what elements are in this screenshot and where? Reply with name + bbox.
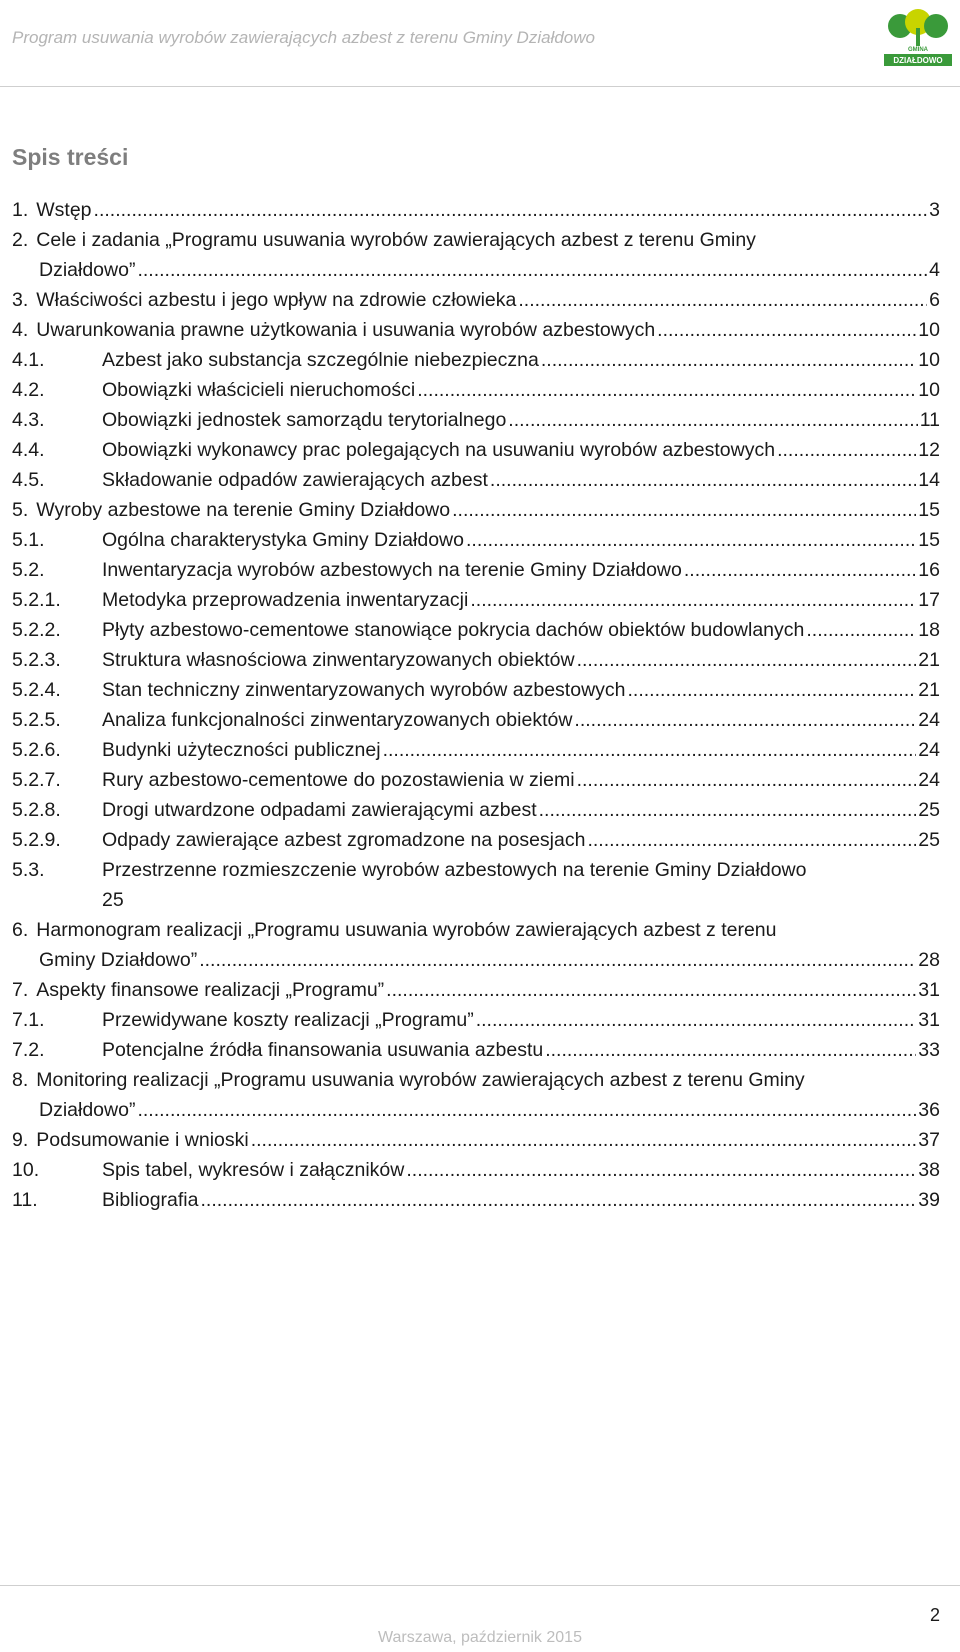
toc-dot-leader [417, 375, 916, 405]
toc-dot-leader [508, 405, 917, 435]
toc-dot-leader [470, 585, 916, 615]
toc-entry[interactable] [12, 975, 940, 1005]
toc-entry[interactable] [12, 465, 940, 495]
toc-entry-title: Metodyka przeprowadzenia inwentaryzacji [102, 589, 469, 611]
toc-dot-leader [137, 255, 927, 285]
toc-entry-number: 4.4. [12, 439, 45, 461]
toc-entry-title: Odpady zawierające azbest zgromadzone na posesjach [102, 829, 586, 851]
toc-entry-title: Podsumowanie i wnioski [36, 1129, 249, 1151]
toc-entry-page: 3 [929, 199, 940, 221]
toc-entry-number: 4.3. [12, 409, 45, 431]
toc-dot-leader [574, 705, 916, 735]
toc-entry[interactable] [12, 525, 940, 555]
toc-entry[interactable] [12, 195, 940, 225]
toc-entry-title: Właściwości azbestu i jego wpływ na zdrowie człowieka [36, 289, 517, 311]
toc-entry-title: Cele i zadania „Programu usuwania wyrobów zawierających azbest z terenu Gminy [36, 229, 756, 251]
toc-entry-page: 33 [918, 1039, 940, 1061]
toc-entry-page: 21 [918, 679, 940, 701]
toc-entry-title: Monitoring realizacji „Programu usuwania wyrobów zawierających azbest z terenu Gminy [36, 1069, 805, 1091]
toc-entry-number: 4.1. [12, 349, 45, 371]
toc-entry-number: 5.2.1. [12, 589, 61, 611]
toc-entry-title: Budynki użyteczności publicznej [102, 739, 381, 761]
toc-entry-number: 4.2. [12, 379, 45, 401]
toc-entry[interactable] [12, 885, 940, 915]
toc-dot-leader [406, 1155, 916, 1185]
toc-entry[interactable] [12, 1125, 940, 1155]
toc-entry[interactable] [12, 315, 940, 345]
toc-entry[interactable] [12, 345, 940, 375]
toc-entry-page: 4 [929, 259, 940, 281]
toc-entry-page: 6 [929, 289, 940, 311]
toc-entry-number: 5.2.4. [12, 679, 61, 701]
toc-entry-page: 25 [918, 829, 940, 851]
toc-entry-title: Stan techniczny zinwentaryzowanych wyrobów azbestowych [102, 679, 626, 701]
toc-entry-page: 24 [918, 739, 940, 761]
table-of-contents [12, 195, 940, 1215]
toc-entry-number: 5.2.6. [12, 739, 61, 761]
toc-entry[interactable] [12, 1035, 940, 1065]
toc-dot-leader [466, 525, 916, 555]
toc-entry-number: 4.5. [12, 469, 45, 491]
toc-entry-page: 24 [918, 769, 940, 791]
toc-entry-number: 7.2. [12, 1039, 45, 1061]
toc-entry-page: 12 [918, 439, 940, 461]
toc-entry[interactable] [12, 285, 940, 315]
toc-entry-title: Uwarunkowania prawne użytkowania i usuwania wyrobów azbestowych [36, 319, 656, 341]
toc-entry-title: Obowiązki jednostek samorządu terytorialnego [102, 409, 507, 431]
toc-dot-leader [684, 555, 916, 585]
toc-dot-leader [199, 945, 916, 975]
toc-dot-leader [490, 465, 916, 495]
toc-dot-leader [518, 285, 927, 315]
page-number: 2 [929, 1605, 940, 1625]
toc-entry-number: 5.3. [12, 859, 45, 881]
toc-dot-leader [94, 195, 928, 225]
toc-entry-number: 5. [12, 499, 29, 521]
toc-entry-number: 5.2. [12, 559, 45, 581]
toc-dot-leader [386, 975, 916, 1005]
toc-entry-page: 18 [918, 619, 940, 641]
toc-entry-number: 5.2.9. [12, 829, 61, 851]
toc-entry[interactable] [12, 645, 940, 675]
toc-dot-leader [657, 315, 916, 345]
toc-entry-number: 6. [12, 919, 29, 941]
toc-entry-title: Przewidywane koszty realizacji „Programu” [102, 1009, 474, 1031]
toc-dot-leader [577, 765, 917, 795]
toc-dot-leader [251, 1125, 917, 1155]
toc-entry-number: 7. [12, 979, 29, 1001]
toc-dot-leader [628, 675, 917, 705]
toc-entry-title: Obowiązki właścicieli nieruchomości [102, 379, 416, 401]
toc-entry[interactable] [12, 855, 940, 885]
toc-entry-title: Gminy Działdowo” [39, 949, 198, 971]
toc-entry[interactable] [12, 585, 940, 615]
toc-entry-number: 5.2.3. [12, 649, 61, 671]
gmina-dzialdowo-logo [880, 8, 956, 70]
toc-entry[interactable] [12, 495, 940, 525]
header-title: Program usuwania wyrobów zawierających azbest z terenu Gminy Działdowo [12, 28, 595, 47]
toc-entry-number: 2. [12, 229, 29, 251]
toc-entry[interactable] [12, 825, 940, 855]
toc-entry-title: Spis tabel, wykresów i załączników [102, 1159, 405, 1181]
toc-entry-title: Ogólna charakterystyka Gminy Działdowo [102, 529, 464, 551]
toc-entry-title: Rury azbestowo-cementowe do pozostawienia w ziemi [102, 769, 575, 791]
toc-entry[interactable] [12, 915, 940, 945]
toc-entry[interactable] [12, 1005, 940, 1035]
toc-entry-page: 36 [918, 1099, 940, 1121]
toc-entry-title: Wyroby azbestowe na terenie Gminy Działdowo [36, 499, 451, 521]
toc-entry-title: Harmonogram realizacji „Programu usuwania wyrobów zawierających azbest z terenu [36, 919, 777, 941]
toc-entry[interactable] [12, 705, 940, 735]
toc-entry-number: 7.1. [12, 1009, 45, 1031]
toc-entry-number: 10. [12, 1159, 40, 1181]
toc-entry-page: 37 [918, 1129, 940, 1151]
toc-dot-leader [476, 1005, 917, 1035]
logo-text-dzialdowo: DZIAŁDOWO [893, 56, 943, 65]
toc-entry[interactable] [12, 1065, 940, 1095]
toc-dot-leader [545, 1035, 916, 1065]
toc-entry-title: Bibliografia [102, 1189, 199, 1211]
toc-entry[interactable] [12, 1095, 940, 1125]
toc-entry-page: 21 [918, 649, 940, 671]
toc-entry-title: Płyty azbestowo-cementowe stanowiące pokrycia dachów obiektów budowlanych [102, 619, 805, 641]
toc-entry-page: 31 [918, 1009, 940, 1031]
toc-entry-number: 5.2.5. [12, 709, 61, 731]
toc-entry[interactable] [12, 225, 940, 255]
toc-entry-page: 38 [918, 1159, 940, 1181]
toc-entry-page: 31 [918, 979, 940, 1001]
toc-title: Spis treści [12, 144, 129, 170]
toc-entry-title: Działdowo” [39, 1099, 136, 1121]
toc-entry-number: 5.1. [12, 529, 45, 551]
toc-dot-leader [383, 735, 917, 765]
toc-entry-page: 10 [918, 379, 940, 401]
toc-entry-title: Inwentaryzacja wyrobów azbestowych na terenie Gminy Działdowo [102, 559, 682, 581]
toc-entry-page: 10 [918, 349, 940, 371]
toc-entry[interactable] [12, 735, 940, 765]
toc-dot-leader [137, 1095, 916, 1125]
toc-entry-number: 4. [12, 319, 29, 341]
toc-entry-title: Przestrzenne rozmieszczenie wyrobów azbestowych na terenie Gminy Działdowo [102, 859, 807, 881]
header-divider [0, 86, 960, 87]
toc-dot-leader [777, 435, 916, 465]
footer-divider [0, 1585, 960, 1586]
toc-entry-page: 28 [918, 949, 940, 971]
toc-entry-number: 8. [12, 1069, 29, 1091]
toc-entry-title: Struktura własnościowa zinwentaryzowanych obiektów [102, 649, 575, 671]
page-header [0, 0, 960, 90]
toc-entry-page: 15 [918, 529, 940, 551]
toc-entry-page: 15 [918, 499, 940, 521]
toc-entry[interactable] [12, 555, 940, 585]
toc-entry-title: Wstęp [36, 199, 92, 221]
toc-entry-title: Azbest jako substancja szczególnie niebezpieczna [102, 349, 539, 371]
toc-entry-page: 24 [918, 709, 940, 731]
toc-entry[interactable] [12, 1155, 940, 1185]
toc-entry-title: Aspekty finansowe realizacji „Programu” [36, 979, 385, 1001]
toc-entry-number: 5.2.7. [12, 769, 61, 791]
toc-entry-title: Analiza funkcjonalności zinwentaryzowanych obiektów [102, 709, 573, 731]
toc-dot-leader [587, 825, 916, 855]
toc-entry-title: 25 [102, 889, 124, 911]
toc-entry[interactable] [12, 405, 940, 435]
toc-dot-leader [577, 645, 917, 675]
toc-entry[interactable] [12, 795, 940, 825]
toc-entry-title: Składowanie odpadów zawierających azbest [102, 469, 488, 491]
toc-entry[interactable] [12, 945, 940, 975]
toc-entry-page: 39 [918, 1189, 940, 1211]
toc-entry-title: Drogi utwardzone odpadami zawierającymi azbest [102, 799, 537, 821]
toc-entry[interactable] [12, 435, 940, 465]
toc-entry-number: 11. [12, 1189, 38, 1211]
toc-entry-number: 3. [12, 289, 29, 311]
toc-entry-number: 5.2.2. [12, 619, 61, 641]
toc-entry[interactable] [12, 765, 940, 795]
toc-entry-page: 17 [918, 589, 940, 611]
toc-entry[interactable] [12, 675, 940, 705]
toc-entry[interactable] [12, 1185, 940, 1215]
toc-entry-page: 14 [918, 469, 940, 491]
toc-dot-leader [452, 495, 916, 525]
toc-dot-leader [806, 615, 916, 645]
toc-entry-page: 25 [918, 799, 940, 821]
toc-dot-leader [539, 795, 917, 825]
toc-entry-page: 16 [918, 559, 940, 581]
toc-entry-title: Działdowo” [39, 259, 136, 281]
toc-dot-leader [200, 1185, 916, 1215]
toc-entry[interactable] [12, 375, 940, 405]
toc-entry[interactable] [12, 615, 940, 645]
toc-entry-number: 5.2.8. [12, 799, 61, 821]
toc-entry-page: 10 [918, 319, 940, 341]
toc-entry-number: 1. [12, 199, 29, 221]
toc-entry-number: 9. [12, 1129, 29, 1151]
toc-dot-leader [541, 345, 916, 375]
toc-entry-title: Obowiązki wykonawcy prac polegających na usuwaniu wyrobów azbestowych [102, 439, 776, 461]
toc-entry-title: Potencjalne źródła finansowania usuwania azbestu [102, 1039, 544, 1061]
footer-text: Warszawa, październik 2015 [378, 1629, 582, 1646]
logo-text-gmina: GMINA [908, 47, 928, 53]
toc-entry-page: 11 [919, 409, 940, 431]
toc-entry[interactable] [12, 255, 940, 285]
